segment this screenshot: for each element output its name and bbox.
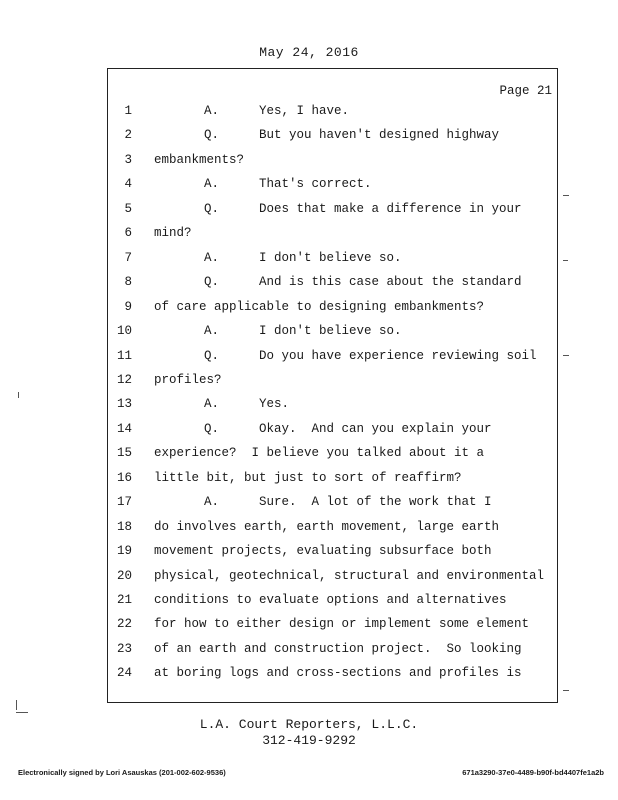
transcript-line [0,446,618,470]
line-text: at boring logs and cross-sections and profiles is [154,666,522,681]
line-number: 18 [116,519,132,534]
signature-left: Electronically signed by Lori Asauskas (201-002-602-9536) [18,768,226,777]
line-text: little bit, but just to sort of reaffirm? [154,470,462,485]
line-text: embankments? [154,152,245,167]
line-number: 23 [116,641,132,656]
line-number: 4 [124,177,132,192]
line-text: I don't believe so. [259,250,402,265]
footer-phone: 312-419-9292 [262,733,356,748]
scan-mark [563,260,568,261]
line-text: But you haven't designed highway [259,128,500,143]
line-number: 7 [124,250,132,265]
footer-firm: L.A. Court Reporters, L.L.C. [199,717,419,732]
line-number: 24 [116,666,132,681]
page-number: Page 21 [499,84,552,98]
transcript-line [0,226,618,250]
transcript-line [0,569,618,593]
transcript-line [0,349,618,373]
line-text: physical, geotechnical, structural and environmental [154,568,545,583]
line-text: mind? [154,226,192,241]
line-text: do involves earth, earth movement, large earth [154,519,500,534]
line-text: Do you have experience reviewing soil [259,348,537,363]
speaker-label: A. [204,250,220,265]
line-text: movement projects, evaluating subsurface both [154,544,492,559]
transcript-line [0,544,618,568]
transcript-line [0,397,618,421]
transcript-line [0,520,618,544]
transcript-line [0,300,618,324]
transcript-line [0,153,618,177]
line-text: for how to either design or implement some element [154,617,530,632]
speaker-label: Q. [204,421,220,436]
transcript-line [0,593,618,617]
transcript-line [0,617,618,641]
line-text: profiles? [154,372,222,387]
line-number: 3 [124,152,132,167]
line-number: 11 [116,348,132,363]
line-number: 5 [124,201,132,216]
transcript-line [0,471,618,495]
speaker-label: Q. [204,275,220,290]
line-text: of care applicable to designing embankments? [154,299,485,314]
transcript-line [0,666,618,690]
speaker-label: Q. [204,201,220,216]
line-number: 1 [124,104,132,118]
speaker-label: Q. [204,348,220,363]
line-text: of an earth and construction project. So looking [154,641,522,656]
transcript-line [0,275,618,299]
line-number: 20 [116,568,132,583]
line-text: And is this case about the standard [259,275,522,290]
scan-mark [563,195,569,196]
line-text: I don't believe so. [259,324,402,339]
transcript-line [0,642,618,666]
transcript-line [0,422,618,446]
line-text: Yes, I have. [259,104,350,118]
transcript-line [0,324,618,348]
line-number: 19 [116,544,132,559]
scan-mark [563,690,569,691]
speaker-label: Q. [204,128,220,143]
line-number: 17 [116,495,132,510]
transcript-line [0,373,618,397]
line-number: 6 [124,226,132,241]
signature-right: 671a3290-37e0-4489-b90f-bd4407fe1a2b [462,768,604,777]
speaker-label: A. [204,495,220,510]
line-number: 22 [116,617,132,632]
line-number: 2 [124,128,132,143]
scan-mark [563,355,569,356]
speaker-label: A. [204,397,220,412]
line-text: Okay. And can you explain your [259,421,492,436]
line-text: Does that make a difference in your [259,201,522,216]
transcript-line [0,495,618,519]
line-text: conditions to evaluate options and alternatives [154,593,507,607]
line-text: Yes. [259,397,290,412]
line-number: 14 [116,421,132,436]
speaker-label: A. [204,104,220,118]
line-number: 21 [116,593,132,607]
speaker-label: A. [204,177,220,192]
speaker-label: A. [204,324,220,339]
line-number: 13 [116,397,132,412]
transcript-line [0,202,618,226]
line-number: 16 [116,470,132,485]
transcript-line [0,251,618,275]
line-number: 15 [116,446,132,461]
line-number: 12 [116,372,132,387]
header-date: May 24, 2016 [259,45,359,60]
scan-mark [16,712,28,713]
line-text: Sure. A lot of the work that I [259,495,492,510]
scan-mark [16,700,17,710]
line-number: 9 [124,299,132,314]
transcript-line [0,177,618,201]
scan-mark [18,392,19,398]
line-number: 10 [116,324,132,339]
transcript-line [0,104,618,128]
line-text: experience? I believe you talked about it a [154,446,485,461]
line-number: 8 [124,275,132,290]
transcript-line [0,128,618,152]
line-text: That's correct. [259,177,372,192]
